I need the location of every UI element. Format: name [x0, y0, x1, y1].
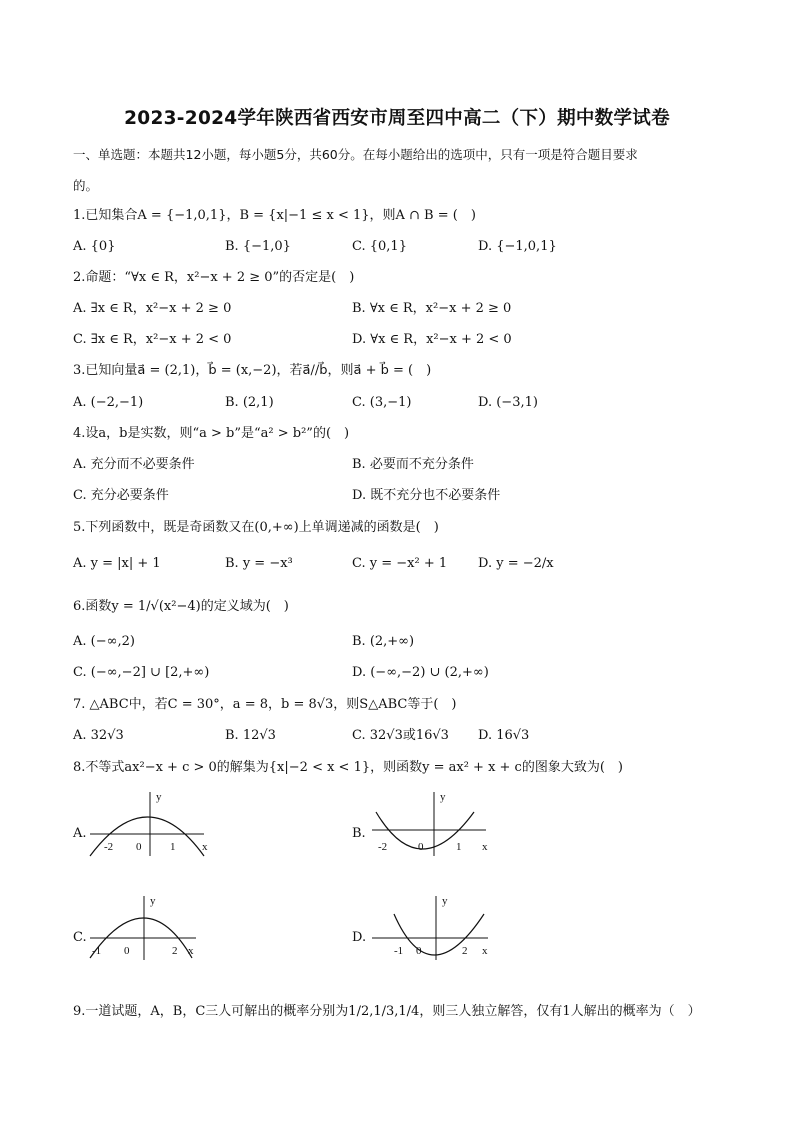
graph-b	[370, 790, 500, 860]
q5-option-b: B. y = −x³	[225, 556, 293, 571]
exam-title: 2023-2024学年陕西省西安市周至四中高二（下）期中数学试卷	[124, 108, 670, 129]
q5-option-a: A. y = |x| + 1	[73, 556, 161, 571]
q4-option-b: B. 必要而不充分条件	[352, 457, 474, 472]
question-9-stem: 9.一道试题，A，B，C三人可解出的概率分别为1/2,1/3,1/4，则三人独立解答，仅有1人解出的概率为（ ）	[73, 1004, 701, 1019]
graph-a	[88, 790, 218, 860]
q8-option-c-label: C.	[73, 930, 87, 945]
section-heading-line2: 的。	[73, 178, 99, 193]
graph-d-tick-left: -1	[394, 945, 404, 957]
q7-option-a: A. 32√3	[73, 728, 124, 743]
graph-a-tick-right: 1	[170, 841, 176, 853]
graph-d-curve	[394, 914, 484, 955]
q8-option-d-label: D.	[352, 930, 367, 945]
graph-b-tick-right: 1	[456, 841, 462, 853]
q6-option-b: B. (2,+∞)	[352, 634, 415, 649]
graph-c-x-label: x	[188, 945, 194, 957]
q1-option-c: C. {0,1}	[352, 239, 407, 254]
q3-option-a: A. (−2,−1)	[73, 395, 144, 410]
q6-option-a: A. (−∞,2)	[73, 634, 135, 649]
graph-b-tick-origin: 0	[418, 841, 424, 853]
q2-option-c: C. ∃x ∈ R，x²−x + 2 < 0	[73, 332, 232, 347]
question-1-stem: 1.已知集合A = {−1,0,1}，B = {x|−1 ≤ x < 1}，则A ∩ B = ( )	[73, 208, 476, 223]
q4-option-d: D. 既不充分也不必要条件	[352, 488, 501, 503]
question-2-stem: 2.命题：“∀x ∈ R，x²−x + 2 ≥ 0”的否定是( )	[73, 270, 355, 285]
q1-option-a: A. {0}	[73, 239, 116, 254]
graph-c-tick-right: 2	[172, 945, 178, 957]
graph-d-tick-right: 2	[462, 945, 468, 957]
q1-option-b: B. {−1,0}	[225, 239, 291, 254]
q6-option-c: C. (−∞,−2] ∪ [2,+∞)	[73, 665, 210, 680]
graph-a-x-label: x	[202, 841, 208, 853]
graph-a-y-label: y	[156, 791, 162, 803]
q5-option-d: D. y = −2/x	[478, 556, 554, 571]
q6-option-d: D. (−∞,−2) ∪ (2,+∞)	[352, 665, 489, 680]
question-5-stem: 5.下列函数中，既是奇函数又在(0,+∞)上单调递减的函数是( )	[73, 520, 439, 535]
q3-option-b: B. (2,1)	[225, 395, 274, 410]
section-heading-line1: 一、单选题：本题共12小题，每小题5分，共60分。在每小题给出的选项中，只有一项是符合题目要求	[73, 147, 638, 162]
graph-b-tick-left: -2	[378, 841, 388, 853]
q1-option-d: D. {−1,0,1}	[478, 239, 557, 254]
graph-d-tick-origin: 0	[416, 945, 422, 957]
q7-option-c: C. 32√3或16√3	[352, 728, 449, 743]
question-8-stem: 8.不等式ax²−x + c > 0的解集为{x|−2 < x < 1}，则函数y = ax² + x + c的图象大致为( )	[73, 760, 623, 775]
graph-c-tick-left: -1	[92, 945, 102, 957]
graph-c	[88, 894, 208, 964]
graph-b-x-label: x	[482, 841, 488, 853]
q5-option-c: C. y = −x² + 1	[352, 556, 448, 571]
q3-option-d: D. (−3,1)	[478, 395, 538, 410]
q2-option-a: A. ∃x ∈ R，x²−x + 2 ≥ 0	[73, 301, 232, 316]
q4-option-c: C. 充分必要条件	[73, 488, 169, 503]
q8-option-b-label: B.	[352, 826, 366, 841]
question-6-stem: 6.函数y = 1/√(x²−4)的定义域为( )	[73, 599, 289, 614]
q2-option-b: B. ∀x ∈ R，x²−x + 2 ≥ 0	[352, 301, 512, 316]
graph-c-y-label: y	[150, 895, 156, 907]
question-7-stem: 7. △ABC中，若C = 30°，a = 8，b = 8√3，则S△ABC等于( )	[73, 697, 457, 712]
q2-option-d: D. ∀x ∈ R，x²−x + 2 < 0	[352, 332, 512, 347]
q7-option-d: D. 16√3	[478, 728, 530, 743]
q8-option-a-label: A.	[73, 826, 87, 841]
question-3-stem: 3.已知向量a⃗ = (2,1)，b⃗ = (x,−2)，若a⃗//b⃗，则a⃗ + b⃗ = ( )	[73, 363, 432, 378]
graph-b-y-label: y	[440, 791, 446, 803]
graph-d-y-label: y	[442, 895, 448, 907]
graph-c-tick-origin: 0	[124, 945, 130, 957]
q7-option-b: B. 12√3	[225, 728, 276, 743]
graph-a-tick-left: -2	[104, 841, 114, 853]
q4-option-a: A. 充分而不必要条件	[73, 457, 195, 472]
q3-option-c: C. (3,−1)	[352, 395, 412, 410]
graph-d-x-label: x	[482, 945, 488, 957]
question-4-stem: 4.设a，b是实数，则“a > b”是“a² > b²”的( )	[73, 426, 350, 441]
graph-d	[370, 894, 500, 964]
graph-a-tick-origin: 0	[136, 841, 142, 853]
